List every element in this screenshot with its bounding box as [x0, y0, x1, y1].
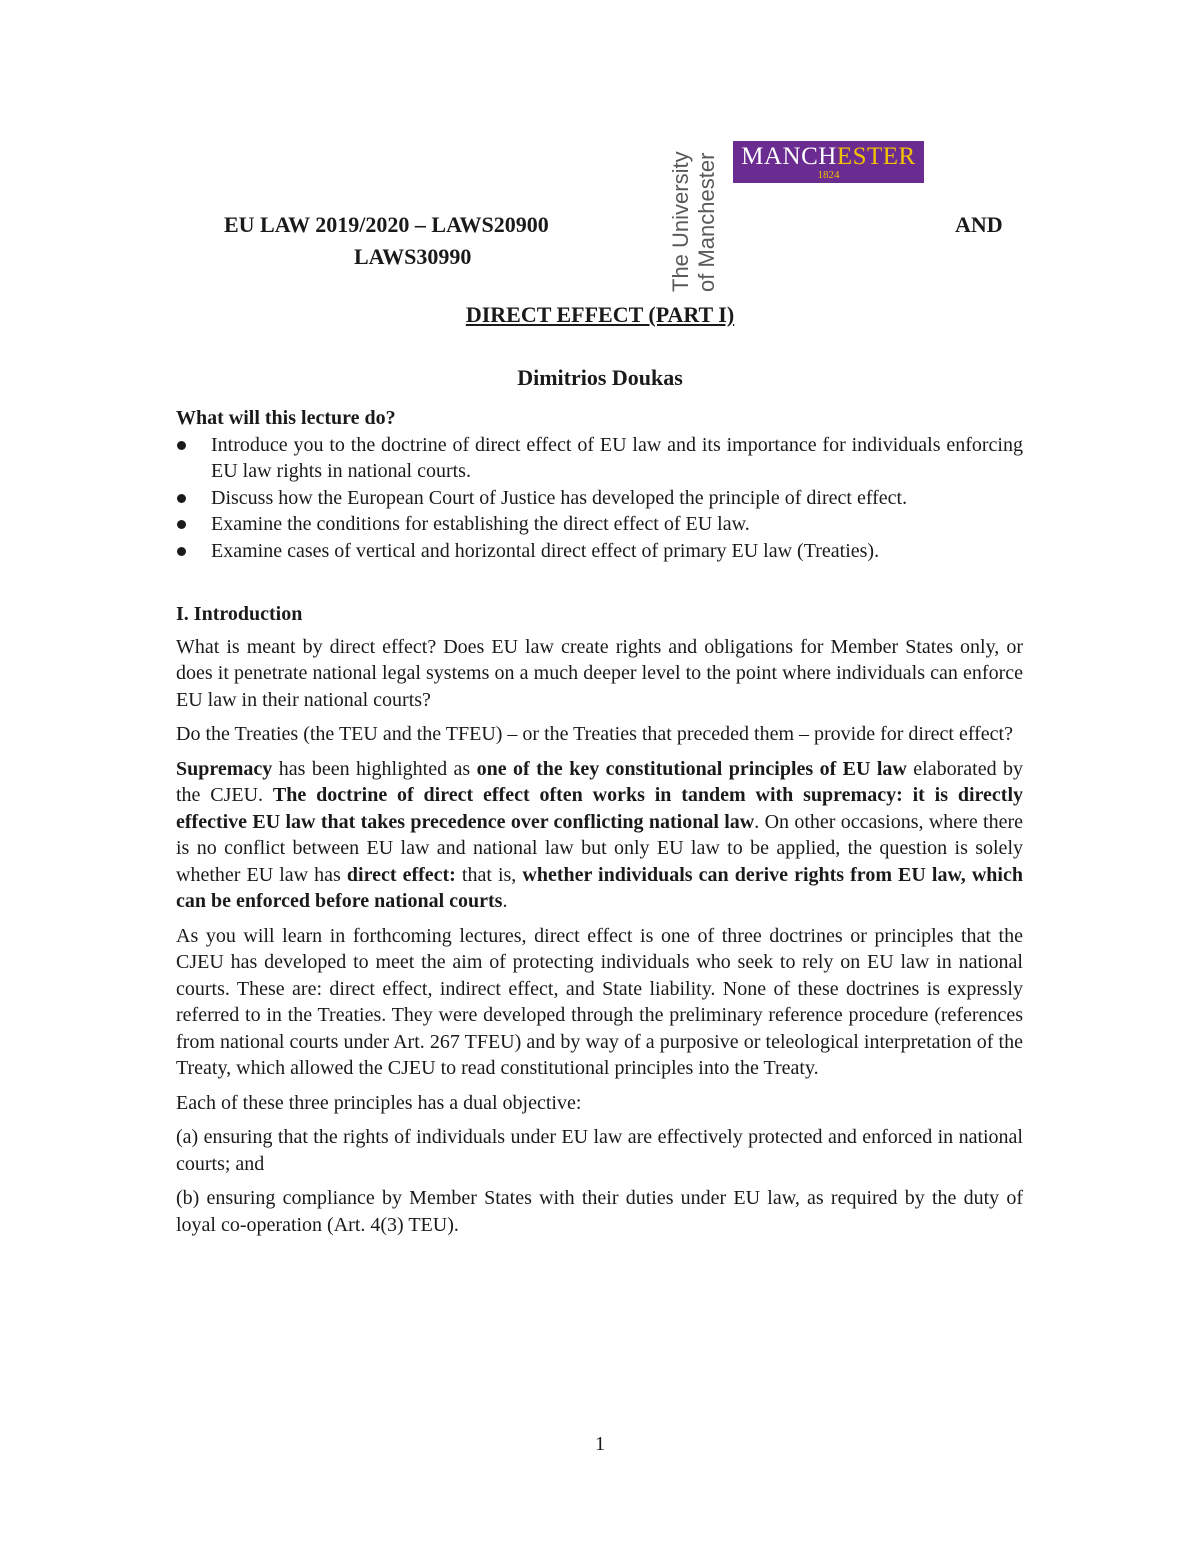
paragraph: Do the Treaties (the TEU and the TFEU) – or the Treaties that preceded them – provide for direct effect?	[176, 723, 1013, 745]
lecture-bullet-list	[176, 432, 1023, 565]
paragraph: (b) ensuring compliance by Member States with their duties under EU law, as required by the duty of loyal co-operation (Art. 4(3) TEU).	[176, 1187, 1023, 1236]
paragraph: (a) ensuring that the rights of individuals under EU law are effectively protected and enforced in national courts; and	[176, 1126, 1023, 1175]
paragraph-supremacy: Supremacy has been highlighted as one of the key constitutional principles of EU law elaborated by the CJEU. The doctrine of direct effect often works in tandem with supremacy: it is directly effective EU law that takes precedence over conflicting national law. On other occasions, where there is no conflict between EU law and national law but only EU law to be applied, the question is solely whether EU law has direct effect: that is, whether individuals can derive rights from EU law, which can be enforced before national courts.	[176, 757, 1024, 912]
bullet-item: Examine the conditions for establishing the direct effect of EU law.	[176, 511, 1023, 538]
document-title: DIRECT EFFECT (PART I)	[465, 302, 735, 327]
logo-vertical-line1: The University	[668, 151, 693, 292]
paragraph: Each of these three principles has a dual objective:	[176, 1091, 582, 1114]
bullet-item: Introduce you to the doctrine of direct effect of EU law and its importance for individuals enforcing EU law rights in national courts.	[176, 432, 1023, 485]
author-name: Dimitrios Doukas	[517, 365, 683, 390]
logo-year: 1824	[817, 169, 840, 181]
bullet-item: Examine cases of vertical and horizontal direct effect of primary EU law (Treaties).	[176, 538, 1023, 565]
page-number: 1	[595, 1433, 605, 1455]
paragraph: What is meant by direct effect? Does EU law create rights and obligations for Member States only, or does it penetrate national legal systems on a much deeper level to the point where individuals can enforce EU law in their national courts?	[176, 635, 1023, 711]
university-vertical-text	[668, 151, 720, 292]
document-body	[176, 405, 1023, 1238]
bullet-item: Discuss how the European Court of Justice has developed the principle of direct effect.	[176, 485, 1023, 512]
logo-vertical-line2: of Manchester	[694, 152, 719, 292]
course-code-and: AND	[955, 212, 1003, 237]
lecture-heading: What will this lecture do?	[176, 407, 396, 429]
section-heading-introduction: I. Introduction	[176, 603, 303, 625]
logo-wordmark: MANCHESTER	[741, 143, 916, 170]
manchester-logo	[733, 141, 924, 183]
course-code-line2: LAWS30990	[354, 244, 472, 269]
course-code-line1: EU LAW 2019/2020 – LAWS20900	[224, 212, 549, 237]
paragraph: As you will learn in forthcoming lectures, direct effect is one of three doctrines or principles that the CJEU has developed to meet the aim of protecting individuals who seek to rely on EU law in national courts. These are: direct effect, indirect effect, and State liability. None of these doctrines is expressly referred to in the Treaties. They were developed through the preliminary reference procedure (references from national courts under Art. 267 TFEU) and by way of a purposive or teleological interpretation of the Treaty, which allowed the CJEU to read constitutional principles into the Treaty.	[176, 924, 1023, 1079]
